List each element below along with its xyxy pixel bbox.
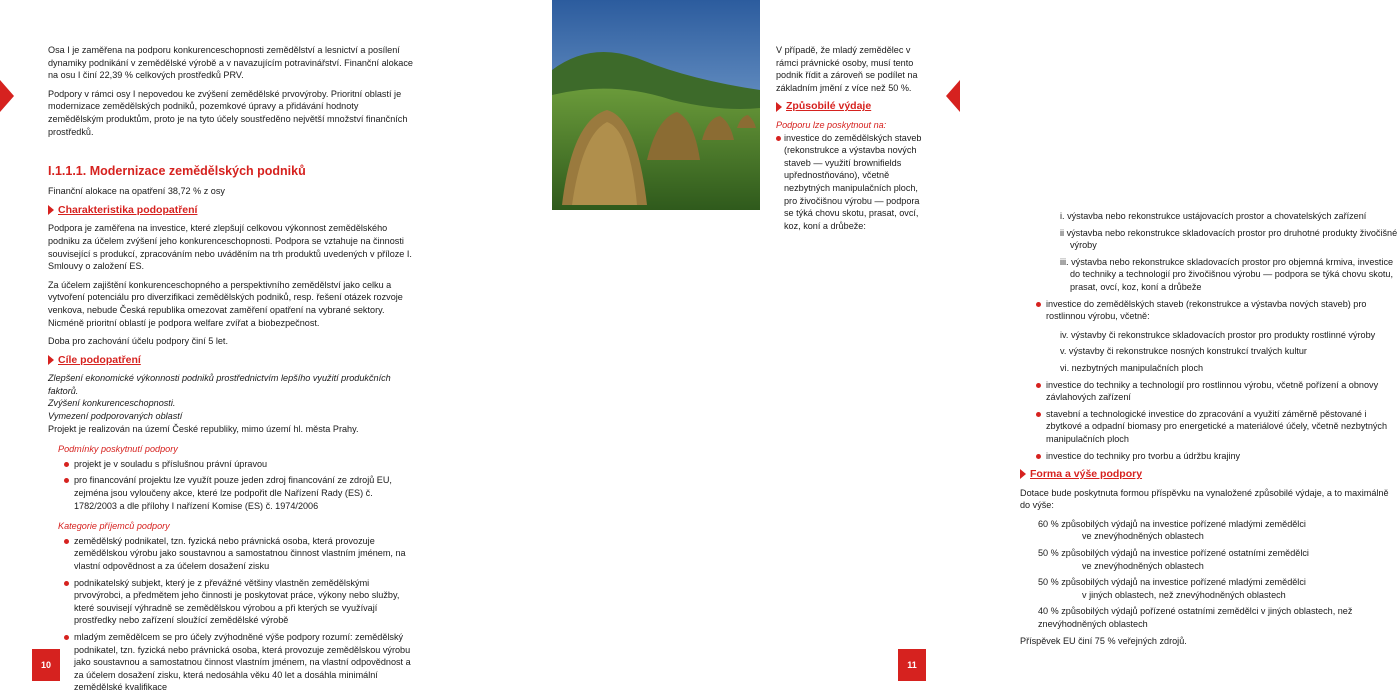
list-item: stavební a technologické investice do zpracování a využití záměrně pěstované i zbytkové a odpadní biomasy pro energetické a materiálové účely, včetně nezbytných manipulačních ploch	[1020, 408, 1400, 446]
roman-item: v. výstavby či rekonstrukce nosných konstrukcí trvalých kultur	[1060, 346, 1307, 357]
triangle-bullet-icon	[48, 205, 54, 215]
goal-line: Zlepšení ekonomické výkonnosti podniků prostřednictvím lepšího využití produkčních faktorů.	[48, 373, 391, 396]
triangle-bullet-icon	[776, 102, 782, 112]
subheading-form	[1020, 468, 1400, 481]
right-page	[480, 0, 1398, 681]
paragraph: Dotace bude poskytnuta formou příspěvku na vynaložené způsobilé výdaje, a to maximálně do výše:	[1020, 487, 1389, 511]
subheading-characteristics	[48, 204, 414, 217]
percent-item: 50 % způsobilých výdajů na investice pořízené ostatními zemědělci ve znevýhodněných oblastech	[1038, 548, 1309, 571]
intro-paragraph: Podpory v rámci osy I nepovedou ke zvýšení zemědělské prvovýroby. Prioritní oblastí je modernizace zemědělských podniků, pozemkové úpravy a přidávání hodnoty zemědělským produktům, proto je na tyto účely soustředěno největší množství finančních prostředků.	[48, 88, 408, 137]
roman-item: vi. nezbytných manipulačních ploch	[1060, 362, 1204, 373]
support-first-list	[776, 132, 924, 233]
recipients-heading: Kategorie příjemců podpory	[58, 521, 170, 532]
paragraph: V případě, že mladý zemědělec v rámci právnické osoby, musí tento podnik řídit a zároveň se podílet na základním jmění z více než 50 %.	[776, 45, 918, 93]
paragraph: Doba pro zachování účelu podpory činí 5 let.	[48, 336, 228, 347]
subheading-label: Způsobilé výdaje	[786, 100, 872, 113]
roman-item: iii. výstavba nebo rekonstrukce skladovacích prostor pro objemná krmiva, investice do techniky a technologií pro živočišnou výrobu — podpora se týká chovu skotu, prasat, ovcí, koz, koní a drůbeže	[1060, 256, 1394, 292]
eu-contribution: Příspěvek EU činí 75 % veřejných zdrojů.	[1020, 635, 1187, 646]
conditions-heading: Podmínky poskytnutí podpory	[58, 444, 178, 455]
page-tab-arrow-left	[0, 80, 14, 112]
page-number: 10	[32, 649, 60, 681]
bullet-icon	[64, 478, 69, 483]
paragraph: Za účelem zajištění konkurenceschopného a perspektivního zemědělství jako celku a vytvoření potenciálu pro diverzifikaci zemědělských podniků, resp. řešení otázek rozvoje venkova, nebude Česká republika omezovat zaměření opatření na vybrané sektory. Nicméně prioritní oblastí je podpora welfare zvířat a biobezpečnost.	[48, 279, 403, 328]
subheading-label: Forma a výše podpory	[1030, 468, 1143, 481]
triangle-bullet-icon	[1020, 469, 1026, 479]
bullet-icon	[1036, 383, 1041, 388]
photo-illustration	[552, 0, 760, 210]
list-item: zemědělský podnikatel, tzn. fyzická nebo právnická osoba, která provozuje zemědělskou výrobu jako soustavnou a samostatnou činnost vlastním jménem, na vlastní odpovědnost a za účelem dosažení zisku	[48, 535, 414, 573]
percent-item: 40 % způsobilých výdajů pořízené ostatními zemědělci v jiných oblastech, než znevýhodněných oblastech	[1038, 606, 1353, 630]
list-item: investice do zemědělských staveb (rekonstrukce a výstavba nových staveb — využití brownifields upřednostňováno), včetně nezbytných manipulačních ploch, pro živočišnou výrobu — podpora se týká chovu skotu, prasat, ovcí, koz, koní a drůbeže:	[776, 132, 924, 233]
right-column	[1020, 210, 1400, 653]
left-column	[48, 44, 414, 700]
allocation-text: Finanční alokace na opatření 38,72 % z osy	[48, 186, 225, 197]
subheading-eligible	[776, 100, 924, 113]
support-rest-list	[1020, 379, 1400, 463]
page-number: 11	[898, 649, 926, 681]
haystack-field-photo	[552, 0, 760, 210]
goal-line: Vymezení podporovaných oblastí	[48, 411, 183, 422]
list-item: investice do techniky pro tvorbu a údržbu krajiny	[1020, 450, 1400, 463]
roman-item: i. výstavba nebo rekonstrukce ustájovacích prostor a chovatelských zařízení	[1060, 211, 1367, 221]
list-item: investice do zemědělských staveb (rekonstrukce a výstavba nových staveb) pro rostlinnou výrobu, včetně:	[1020, 298, 1400, 323]
bullet-icon	[64, 539, 69, 544]
bullet-icon	[64, 635, 69, 640]
roman-item: ii výstavba nebo rekonstrukce skladovacích prostor pro druhotné produkty živočišné výroby	[1060, 227, 1398, 251]
bullet-icon	[776, 136, 781, 141]
list-item: pro financování projektu lze využít pouze jeden zdroj financování ze zdrojů EU, zejména jsou vyloučeny akce, které lze podpořit dle Nařízení Rady (ES) č. 1782/2003 a dle přílohy I nařízení Komise (ES) č. 1974/2006	[48, 474, 414, 512]
roman-item: iv. výstavby či rekonstrukce skladovacích prostor pro produkty rostlinné výroby	[1060, 329, 1376, 340]
goal-line: Zvýšení konkurenceschopnosti.	[48, 398, 176, 409]
bullet-icon	[64, 462, 69, 467]
subheading-label: Charakteristika podopatření	[58, 203, 198, 216]
recipients-list	[48, 535, 414, 694]
bullet-icon	[1036, 302, 1041, 307]
support-heading: Podporu lze poskytnout na:	[776, 119, 887, 130]
page-tab-arrow-right	[946, 80, 960, 112]
conditions-list	[48, 458, 414, 512]
intro-paragraph: Osa I je zaměřena na podporu konkurenceschopnosti zemědělství a lesnictví a posílení dynamiky podnikání v zemědělské výrobě a v navazujícím potravinářství. Finanční alokace na osu I činí 22,39 % celkových prostředků PRV.	[48, 45, 413, 81]
list-item: podnikatelský subjekt, který je z převážné většiny vlastněn zemědělskými prvovýrobci, a předmětem jeho činnosti je poskytovat práce, výkony nebo služby, které souvisejí výhradně se zemědělskou výrobou a při kterých se využívají prostředky nebo zařízení sloužící zemědělské výrobě	[48, 577, 414, 627]
percent-item: 60 % způsobilých výdajů na investice pořízené mladými zemědělci ve znevýhodněných oblastech	[1038, 518, 1306, 542]
section-title: I.1.1.1. Modernizace zemědělských podniků	[48, 164, 306, 179]
bullet-icon	[64, 581, 69, 586]
triangle-bullet-icon	[48, 355, 54, 365]
list-item: projekt je v souladu s příslušnou právní úpravou	[48, 458, 414, 471]
projects-line: Projekt je realizován na území České republiky, mimo území hl. města Prahy.	[48, 423, 359, 434]
left-page	[0, 0, 480, 693]
subheading-goals	[48, 354, 414, 367]
bullet-icon	[1036, 454, 1041, 459]
list-item: mladým zemědělcem se pro účely zvýhodněné výše podpory rozumí: zemědělský podnikatel, tzn. fyzická nebo právnická osoba, která provozuje zemědělskou výrobu jako soustavnou a samostatnou činnost vlastním jménem, na vlastní odpovědnost a za účelem dosažení zisku, která nedosáhla věku 40 let a dosáhla minimální zemědělské kvalifikace	[48, 631, 414, 694]
list-item: investice do techniky a technologií pro rostlinnou výrobu, včetně pořízení a obnovy závlahových zařízení	[1020, 379, 1400, 404]
subheading-label: Cíle podopatření	[58, 353, 141, 366]
support-list	[1020, 298, 1400, 323]
bullet-icon	[1036, 412, 1041, 417]
right-intro-column	[776, 44, 924, 238]
percent-item: 50 % způsobilých výdajů na investice pořízené mladými zemědělci v jiných oblastech, než znevýhodněných oblastech	[1038, 577, 1306, 600]
paragraph: Podpora je zaměřena na investice, které zlepšují celkovou výkonnost zemědělského podniku za účelem zvýšení jeho konkurenceschopnosti. Podpora se vztahuje na činnosti související s produkcí, zpracováním nebo uváděním na trh produktů uvedených v příloze I. Smlouvy o založení ES.	[48, 223, 412, 272]
